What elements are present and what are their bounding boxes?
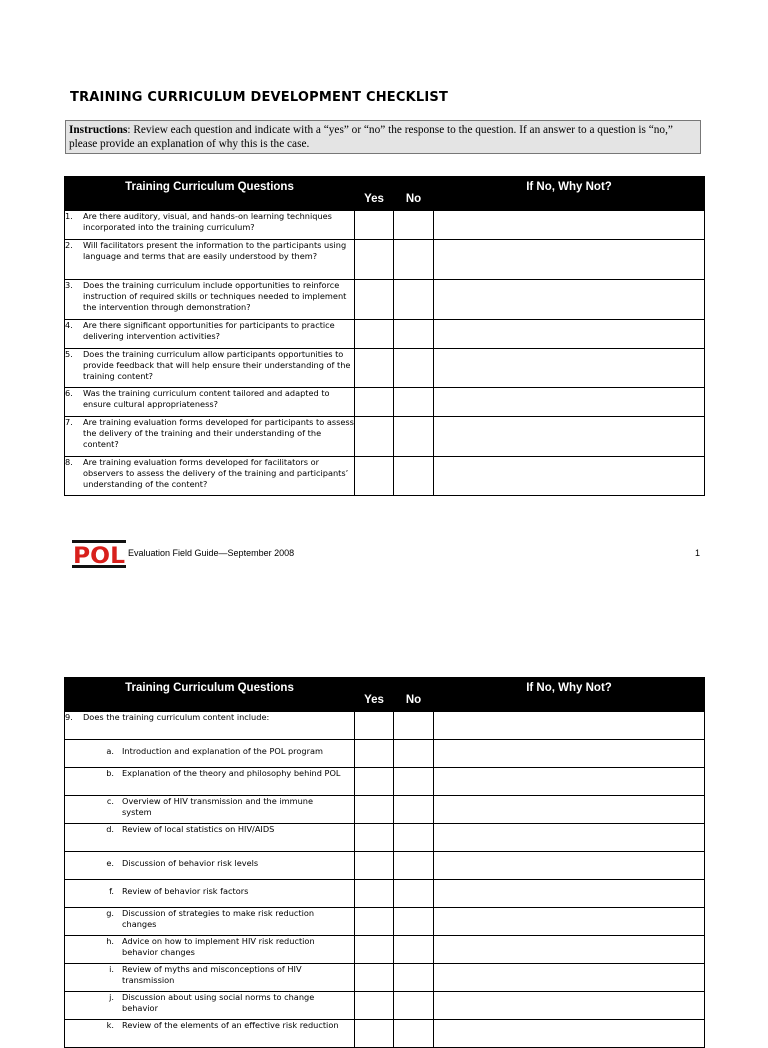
yes-cell[interactable] [355, 964, 394, 992]
subitem-text: Review of myths and misconceptions of HIV transmission [122, 964, 302, 985]
question-row [65, 349, 705, 388]
question-number: 2. [65, 240, 73, 250]
subitem-letter: d. [106, 824, 114, 834]
question-text: Was the training curriculum content tailored and adapted to ensure cultural appropriateness? [83, 388, 330, 409]
subitem-text: Discussion of strategies to make risk reduction changes [122, 908, 315, 929]
yes-cell[interactable] [355, 417, 394, 457]
question-row [65, 457, 705, 496]
why-not-cell[interactable] [434, 320, 705, 349]
instructions-text: : Review each question and indicate with a “yes” or “no” the response to the question. If an answer to a question is “no,” please provide an explanation of why this is the case. [69, 124, 673, 150]
yes-cell[interactable] [355, 852, 394, 880]
header-no: No [394, 177, 434, 211]
checklist-table-1 [64, 176, 705, 496]
question-number: 8. [65, 457, 73, 467]
why-not-cell[interactable] [434, 992, 705, 1020]
subitem-letter: i. [109, 964, 114, 974]
question-text: Does the training curriculum content include: [83, 712, 270, 722]
no-cell[interactable] [394, 211, 434, 240]
no-cell[interactable] [394, 349, 434, 388]
no-cell[interactable] [394, 768, 434, 796]
question-text: Will facilitators present the information to the participants using language and terms that are easily understood by them? [83, 240, 347, 261]
question-text: Are training evaluation forms developed for participants to assess the delivery of the training and their understanding of the content? [83, 417, 354, 449]
subitem-text: Discussion about using social norms to change behavior [122, 992, 315, 1013]
no-cell[interactable] [394, 852, 434, 880]
no-cell[interactable] [394, 796, 434, 824]
question-number: 7. [65, 417, 73, 427]
why-not-cell[interactable] [434, 457, 705, 496]
subitem-row [65, 880, 705, 908]
header-yes: Yes [355, 177, 394, 211]
yes-cell[interactable] [355, 824, 394, 852]
question-number: 4. [65, 320, 73, 330]
header-yes: Yes [355, 678, 394, 712]
question-number: 5. [65, 349, 73, 359]
subitem-text: Overview of HIV transmission and the immune system [122, 796, 314, 817]
header-why-not: If No, Why Not? [434, 177, 705, 211]
no-cell[interactable] [394, 417, 434, 457]
question-row [65, 417, 705, 457]
why-not-cell[interactable] [434, 852, 705, 880]
header-no: No [394, 678, 434, 712]
question-number: 6. [65, 388, 73, 398]
no-cell[interactable] [394, 908, 434, 936]
yes-cell[interactable] [355, 349, 394, 388]
yes-cell[interactable] [355, 796, 394, 824]
question-number: 1. [65, 211, 73, 221]
question-row [65, 388, 705, 417]
subitem-row [65, 740, 705, 768]
why-not-cell[interactable] [434, 936, 705, 964]
question-text: Does the training curriculum allow participants opportunities to provide feedback that will help ensure their understanding of the training content? [83, 349, 351, 381]
question-row [65, 320, 705, 349]
yes-cell[interactable] [355, 320, 394, 349]
why-not-cell[interactable] [434, 417, 705, 457]
question-text: Does the training curriculum include opportunities to reinforce instruction of required skills or techniques needed to implement the intervention through demonstration? [83, 280, 347, 312]
why-not-cell[interactable] [434, 880, 705, 908]
why-not-cell[interactable] [434, 240, 705, 280]
why-not-cell[interactable] [434, 280, 705, 320]
header-questions: Training Curriculum Questions [65, 177, 355, 211]
header-why-not: If No, Why Not? [434, 678, 705, 712]
logo-text: POL [73, 544, 125, 568]
subitem-text: Discussion of behavior risk levels [122, 858, 259, 868]
why-not-cell[interactable] [434, 211, 705, 240]
no-cell[interactable] [394, 240, 434, 280]
question-text: Are there significant opportunities for participants to practice delivering intervention activities? [83, 320, 335, 341]
yes-cell[interactable] [355, 880, 394, 908]
no-cell[interactable] [394, 712, 434, 740]
subitem-letter: k. [106, 1020, 114, 1030]
why-not-cell[interactable] [434, 712, 705, 740]
subitem-text: Review of behavior risk factors [122, 886, 249, 896]
question-text: Are there auditory, visual, and hands-on learning techniques incorporated into the training curriculum? [83, 211, 332, 232]
subitem-row [65, 796, 705, 824]
why-not-cell[interactable] [434, 768, 705, 796]
subitem-row [65, 936, 705, 964]
no-cell[interactable] [394, 824, 434, 852]
yes-cell[interactable] [355, 908, 394, 936]
subitem-row [65, 992, 705, 1020]
subitem-letter: b. [106, 768, 114, 778]
yes-cell[interactable] [355, 211, 394, 240]
why-not-cell[interactable] [434, 388, 705, 417]
yes-cell[interactable] [355, 740, 394, 768]
no-cell[interactable] [394, 992, 434, 1020]
subitem-row [65, 964, 705, 992]
no-cell[interactable] [394, 280, 434, 320]
instructions-label: Instructions [69, 124, 128, 136]
no-cell[interactable] [394, 457, 434, 496]
question-row [65, 712, 705, 740]
yes-cell[interactable] [355, 992, 394, 1020]
why-not-cell[interactable] [434, 740, 705, 768]
page-footer [72, 540, 700, 568]
yes-cell[interactable] [355, 457, 394, 496]
no-cell[interactable] [394, 740, 434, 768]
subitem-row [65, 824, 705, 852]
no-cell[interactable] [394, 880, 434, 908]
subitem-letter: h. [106, 936, 114, 946]
subitem-text: Review of local statistics on HIV/AIDS [122, 824, 275, 834]
checklist-table-2 [64, 677, 705, 1048]
subitem-letter: a. [106, 746, 114, 756]
yes-cell[interactable] [355, 240, 394, 280]
no-cell[interactable] [394, 964, 434, 992]
why-not-cell[interactable] [434, 349, 705, 388]
why-not-cell[interactable] [434, 964, 705, 992]
yes-cell[interactable] [355, 768, 394, 796]
subitem-row [65, 852, 705, 880]
yes-cell[interactable] [355, 936, 394, 964]
question-number: 3. [65, 280, 73, 290]
yes-cell[interactable] [355, 712, 394, 740]
question-row [65, 280, 705, 320]
yes-cell[interactable] [355, 388, 394, 417]
yes-cell[interactable] [355, 280, 394, 320]
why-not-cell[interactable] [434, 908, 705, 936]
question-text: Are training evaluation forms developed for facilitators or observers to assess the delivery of the training and participants’ understanding of the content? [83, 457, 349, 489]
question-row [65, 240, 705, 280]
subitem-letter: j. [109, 992, 114, 1002]
header-questions: Training Curriculum Questions [65, 678, 355, 712]
no-cell[interactable] [394, 388, 434, 417]
subitem-letter: c. [106, 796, 114, 806]
page-title: TRAINING CURRICULUM DEVELOPMENT CHECKLIST [70, 90, 449, 105]
why-not-cell[interactable] [434, 824, 705, 852]
instructions-box [65, 120, 701, 154]
page-number: 1 [694, 548, 700, 558]
question-number: 9. [65, 712, 73, 722]
subitem-row [65, 908, 705, 936]
pol-logo [72, 540, 126, 568]
footer-guide-text: Evaluation Field Guide—September 2008 [128, 548, 295, 558]
why-not-cell[interactable] [434, 796, 705, 824]
subitem-text: Review of the elements of an effective risk reduction [122, 1020, 339, 1030]
subitem-text: Introduction and explanation of the POL program [122, 746, 323, 756]
subitem-text: Advice on how to implement HIV risk reduction behavior changes [122, 936, 315, 957]
subitem-text: Explanation of the theory and philosophy behind POL [122, 768, 341, 778]
subitem-letter: f. [109, 886, 114, 896]
subitem-letter: g. [106, 908, 114, 918]
subitem-row [65, 768, 705, 796]
no-cell[interactable] [394, 320, 434, 349]
no-cell[interactable] [394, 936, 434, 964]
subitem-letter: e. [106, 858, 114, 868]
question-row [65, 211, 705, 240]
